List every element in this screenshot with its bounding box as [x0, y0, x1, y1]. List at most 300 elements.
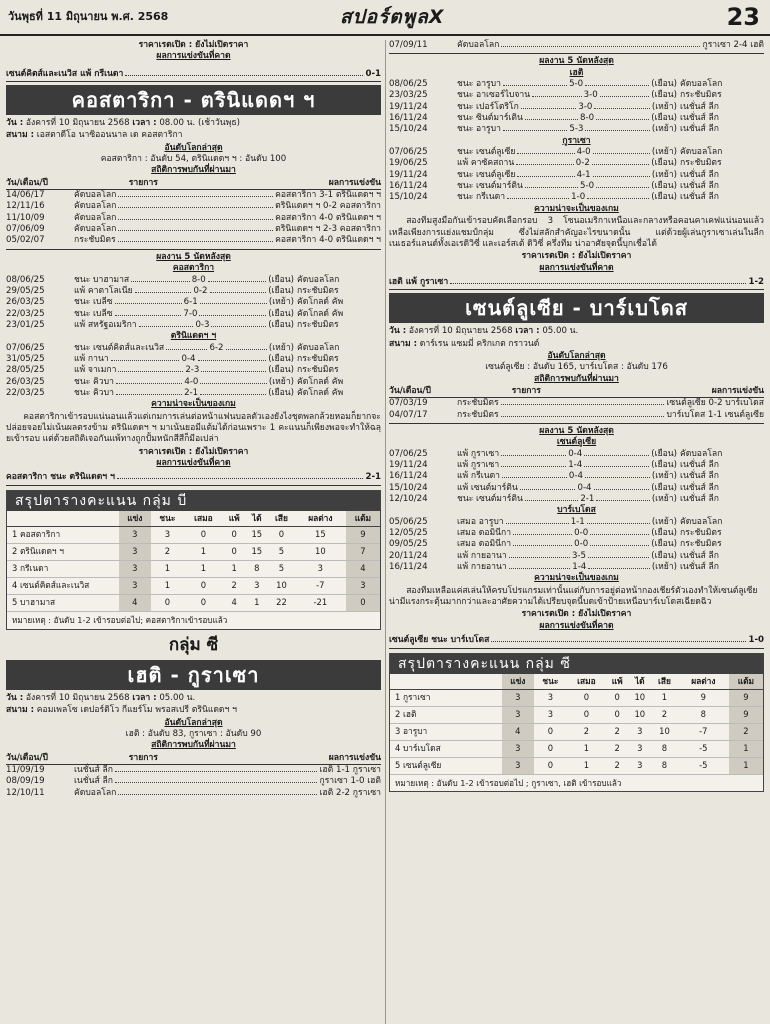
- leader-dots: [211, 326, 266, 327]
- standings-row: [390, 689, 763, 706]
- match-date: 15/10/24: [389, 482, 428, 493]
- standings-cell: 0: [534, 723, 567, 740]
- date-label: วัน :: [6, 118, 24, 129]
- standings-cell: 9: [346, 526, 380, 543]
- standings-cell: 2: [606, 740, 629, 757]
- match-date: 08/06/25: [6, 274, 45, 285]
- venue-type: (เหย้า): [651, 471, 678, 482]
- score: 7-0: [183, 308, 198, 319]
- h2h-row: [389, 40, 764, 51]
- result-row: [389, 170, 764, 181]
- standings-col-header: แข่ง: [119, 511, 151, 527]
- opponent-outcome: แพ้ คาตาโลเนีย: [74, 285, 133, 296]
- match-date: 05/02/07: [6, 235, 45, 246]
- team-heading: เซนต์ลูเซีย: [556, 437, 597, 448]
- opponent-outcome: แพ้ กูราเซา: [457, 460, 500, 470]
- standings-cell: 2: [567, 723, 606, 740]
- standings-cell: 15: [246, 526, 268, 543]
- match-date: 16/11/24: [389, 562, 428, 573]
- leader-dots: [131, 281, 190, 282]
- leader-dots: [118, 219, 273, 220]
- match-date: อังคารที่ 10 มิถุนายน 2568: [25, 693, 130, 704]
- standings-title: สรุปตารางคะแนน กลุ่ม ซี: [390, 654, 763, 674]
- last5-heading: ผลงาน 5 นัดหลังสุด: [539, 56, 614, 67]
- match-date: อังคารที่ 10 มิถุนายน 2568: [25, 118, 130, 129]
- venue-type: (เยือน): [651, 158, 678, 169]
- standings-cell: 10: [268, 577, 295, 594]
- result-row: [389, 494, 764, 505]
- standings-cell: 3: [629, 740, 651, 757]
- h2h-list: [389, 398, 764, 421]
- match-datetime: [389, 326, 764, 337]
- leader-dots: [450, 283, 746, 284]
- standings-cell: 1: [729, 757, 763, 774]
- venue-type: (เยือน): [268, 285, 295, 296]
- match-banner: เฮติ - กูราเซา: [6, 660, 381, 690]
- score: 0-0: [574, 539, 589, 550]
- match-date: 08/09/19: [6, 776, 45, 787]
- venue-label: สนาม :: [6, 705, 35, 716]
- h2h-row: [6, 788, 381, 799]
- result-row: [389, 562, 764, 573]
- standings-cell: 0: [567, 689, 606, 706]
- standings-note: หมายเหตุ : อันดับ 1-2 เข้ารอบต่อไป; คอสตาริกาเข้ารอบแล้ว: [12, 614, 228, 625]
- opponent-outcome: ชนะ คิวบา: [74, 387, 114, 398]
- prev-prediction-heading: ผลการแข่งขันที่คาด: [156, 51, 231, 62]
- opponent-outcome: เสมอ อารูบา: [457, 516, 504, 527]
- leader-dots: [593, 176, 650, 177]
- standings-header-row: [390, 674, 763, 690]
- match-date: 31/05/25: [6, 353, 45, 364]
- match-result: ตรินิแดดฯ ฯ 0-2 คอสตาริกา: [275, 201, 381, 212]
- venue-label: สนาม :: [389, 338, 418, 349]
- leader-dots: [517, 153, 574, 154]
- standings-cell: 1: [246, 594, 268, 611]
- standings-cell: 8: [651, 740, 678, 757]
- match-result: เฮติ 2-2 กูราเซา: [319, 787, 381, 798]
- leader-dots: [226, 349, 267, 350]
- leader-dots: [501, 455, 566, 456]
- match-date: 19/06/25: [389, 158, 428, 169]
- leader-dots: [521, 108, 576, 109]
- divider: [389, 53, 764, 54]
- match-date: 19/11/24: [389, 169, 428, 180]
- standings-cell: 3: [151, 526, 184, 543]
- match-date: 23/03/25: [389, 90, 428, 101]
- match-result: คอสตาริกา 4-0 ตรินิแดดฯ ฯ: [275, 212, 381, 223]
- prediction-text: คอสตาริกา ชนะ ตรินิแดดฯ ฯ: [6, 472, 115, 483]
- match-result: กูราเซา 1-0 เฮติ: [319, 776, 381, 787]
- match-date: 12/10/11: [6, 787, 45, 798]
- competition: เนชั่นส์ ลีก: [680, 550, 719, 561]
- standings-cell: 8: [651, 757, 678, 774]
- standings-cell: 3: [502, 740, 534, 757]
- divider: [6, 249, 381, 250]
- match-result: คอสตาริกา 3-1 ตรินิแดดฯ ฯ: [275, 190, 381, 201]
- standings-col-header: เสีย: [268, 511, 295, 527]
- leader-dots: [587, 523, 650, 524]
- competition: คัดบอลโลก: [74, 190, 117, 201]
- standings-cell: 3: [295, 560, 346, 577]
- standings-cell: 3: [502, 757, 534, 774]
- analysis-heading: ความน่าจะเป็นของเกม: [151, 399, 236, 410]
- leader-dots: [592, 164, 650, 165]
- score: 0-2: [575, 158, 590, 169]
- venue-type: (เยือน): [651, 192, 678, 203]
- competition: เนชั่นส์ ลีก: [680, 460, 719, 470]
- standings-cell: 3: [502, 689, 534, 706]
- team-name: 5 เซนต์ลูเซีย: [390, 757, 502, 774]
- leader-dots: [503, 85, 567, 86]
- h2h-row: [389, 410, 764, 421]
- match-result: คอสตาริกา 4-0 ตรินิแดดฯ ฯ: [275, 235, 381, 246]
- standings-cell: 0: [346, 594, 380, 611]
- opponent-outcome: ชนะ กรีเนดา: [457, 192, 506, 203]
- standings-cell: 2: [151, 543, 184, 560]
- score: 0-4: [568, 448, 583, 459]
- venue-type: (เหย้า): [651, 101, 678, 112]
- standings-cell: 1: [151, 560, 184, 577]
- standings-cell: -7: [678, 723, 729, 740]
- score: 3-5: [571, 550, 587, 561]
- standings-row: [7, 560, 380, 577]
- match-prediction: [6, 472, 381, 485]
- standings-cell: 9: [729, 706, 763, 723]
- last5-heading: ผลงาน 5 นัดหลังสุด: [156, 251, 231, 262]
- competition: คัดบอลโลก: [680, 448, 723, 459]
- competition: กระชับมิตร: [297, 319, 339, 330]
- standings-cell: 2: [606, 757, 629, 774]
- analysis-heading: ความน่าจะเป็นของเกม: [534, 573, 619, 584]
- h2h-row: [6, 235, 381, 246]
- standings-col-header: [7, 511, 119, 527]
- col-date: วัน/เดือน/ปี: [6, 177, 48, 188]
- venue-type: (เยือน): [651, 181, 678, 192]
- score: 8-0: [191, 274, 206, 285]
- competition: เนชั่นส์ ลีก: [680, 124, 719, 135]
- team-heading: เฮติ: [569, 67, 584, 78]
- score: 2-1: [580, 494, 595, 505]
- leader-dots: [118, 207, 273, 208]
- page-number: 23: [726, 3, 760, 31]
- match-venue: [389, 339, 764, 350]
- standings-table: [7, 511, 380, 612]
- competition: กระชับมิตร: [297, 285, 339, 296]
- standings-col-header: แต้ม: [729, 674, 763, 690]
- result-row: [6, 354, 381, 365]
- result-row: [389, 449, 764, 460]
- h2h-header: [6, 753, 381, 765]
- result-row: [389, 460, 764, 471]
- leader-dots: [588, 568, 650, 569]
- prediction-heading: ผลการแข่งขันที่คาด: [156, 458, 231, 468]
- standings-cell: 10: [629, 689, 651, 706]
- standings-cell: 0: [567, 706, 606, 723]
- col-competition: รายการ: [511, 385, 541, 396]
- standings-cell: 3: [502, 706, 534, 723]
- venue-type: (เหย้า): [651, 494, 677, 505]
- leader-dots: [117, 478, 364, 479]
- leader-dots: [501, 46, 700, 47]
- score: 0-2: [193, 285, 208, 296]
- result-row: [389, 551, 764, 562]
- opponent-outcome: แพ้ กรีเนดา: [457, 471, 500, 482]
- standings-cell: 0: [184, 594, 223, 611]
- result-row: [389, 158, 764, 169]
- competition: เนชั่นส์ ลีก: [680, 181, 719, 192]
- standings-cell: 1: [651, 689, 678, 706]
- standings-cell: 0: [184, 526, 223, 543]
- standings-cell: 4: [223, 594, 246, 611]
- standings-cell: 0: [184, 577, 223, 594]
- competition: คัดบอลโลก: [680, 79, 723, 90]
- standings-cell: 4: [119, 594, 151, 611]
- match-date: 28/05/25: [6, 365, 45, 376]
- standings-col-header: เสมอ: [567, 674, 606, 690]
- competition: เนชั่นส์ ลีก: [680, 101, 719, 112]
- team-name: 3 กรีเนดา: [7, 560, 119, 577]
- match-date: 23/01/25: [6, 319, 45, 330]
- standings-cell: 10: [629, 706, 651, 723]
- competition: คัดโกลด์ คัพ: [297, 376, 344, 387]
- leader-dots: [507, 198, 569, 199]
- match-datetime: [6, 118, 381, 129]
- score: 0-4: [568, 471, 583, 482]
- leader-dots: [135, 292, 192, 293]
- prediction-score: 1-2: [748, 276, 764, 287]
- competition: กระชับมิตร: [297, 353, 339, 364]
- standings-col-header: แพ้: [223, 511, 246, 527]
- standings-cell: 9: [678, 689, 729, 706]
- team-name: 2 ตรินิแดดฯ ฯ: [7, 543, 119, 560]
- standings-cell: 10: [651, 723, 678, 740]
- match-venue: [6, 705, 381, 716]
- competition: คัดโกลด์ คัพ: [297, 387, 344, 398]
- h2h-list: [6, 765, 381, 799]
- competition: คัดบอลโลก: [74, 224, 117, 235]
- venue-type: (เหย้า): [651, 169, 678, 180]
- standings-cell: 0: [606, 706, 629, 723]
- result-row: [389, 102, 764, 113]
- odds-text: ราคาเรตเปิด : ยังไม่เปิดราคา: [521, 251, 632, 262]
- team-name: 2 เฮติ: [390, 706, 502, 723]
- last5-heading: ผลงาน 5 นัดหลังสุด: [539, 425, 614, 436]
- result-row: [389, 192, 764, 203]
- leader-dots: [166, 349, 207, 350]
- venue-type: (เยือน): [268, 319, 295, 330]
- standings-row: [390, 706, 763, 723]
- match-date: 16/11/24: [389, 471, 428, 482]
- match-date: 07/09/11: [389, 40, 428, 50]
- match-date: 12/05/25: [389, 528, 428, 539]
- leader-dots: [115, 315, 182, 316]
- leader-dots: [116, 394, 182, 395]
- venue-type: (เยือน): [651, 448, 678, 459]
- prediction-heading: ผลการแข่งขันที่คาด: [539, 620, 614, 631]
- opponent-outcome: เสมอ ดอมินีกา: [457, 528, 512, 539]
- standings-cell: 1: [184, 543, 223, 560]
- venue-type: (เยือน): [268, 387, 294, 398]
- leader-dots: [200, 383, 266, 384]
- result-row: [389, 90, 764, 101]
- standings-cell: 3: [119, 543, 151, 560]
- standings-col-header: ได้: [629, 674, 651, 690]
- team2-results: [6, 343, 381, 400]
- leader-dots: [111, 360, 180, 361]
- venue-type: (เหย้า): [268, 376, 295, 387]
- standings-group-c: [389, 653, 764, 793]
- leader-dots: [584, 466, 649, 467]
- leader-dots: [116, 383, 182, 384]
- match-result: ตรินิแดดฯ ฯ 2-3 คอสตาริกา: [275, 224, 381, 235]
- match-result: เซนต์ลูเซีย 0-2 บาร์เบโดส: [666, 398, 764, 409]
- opponent-outcome: แพ้ สหรัฐอเมริกา: [74, 319, 137, 330]
- match-venue: [6, 130, 381, 141]
- score: 4-1: [576, 169, 591, 180]
- standings-cell: 1: [223, 560, 246, 577]
- odds-text: ราคาเรตเปิด : ยังไม่เปิดราคา: [521, 609, 632, 620]
- time-label: เวลา :: [132, 118, 157, 129]
- standings-header-row: [7, 511, 380, 527]
- match-banner: เซนต์ลูเซีย - บาร์เบโดส: [389, 293, 764, 323]
- competition: คัดบอลโลก: [680, 516, 723, 527]
- score: 0-0: [574, 528, 589, 539]
- issue-date: วันพุธที่ 11 มิถุนายน พ.ศ. 2568: [8, 10, 169, 23]
- h2h-row: [6, 224, 381, 235]
- leader-dots: [210, 292, 267, 293]
- opponent-outcome: ชนะ เซนต์คิตส์และเนวิส: [74, 342, 165, 353]
- venue-type: (เยือน): [651, 528, 678, 539]
- result-row: [389, 528, 764, 539]
- score: 1-4: [572, 562, 587, 573]
- score: 5-3: [569, 124, 584, 135]
- competition: กระชับมิตร: [457, 398, 499, 409]
- prediction-text: เซนต์คิตส์และเนวิส แพ้ กรีเนดา: [6, 68, 124, 79]
- opponent-outcome: ชนะ เซนต์มาร์ติน: [457, 181, 523, 192]
- result-row: [6, 275, 381, 286]
- competition: คัดบอลโลก: [74, 212, 117, 223]
- leader-dots: [585, 477, 650, 478]
- match-date: 19/11/24: [389, 101, 428, 112]
- leader-dots: [501, 416, 665, 417]
- standings-cell: -5: [678, 757, 729, 774]
- match-date: 08/06/25: [389, 79, 428, 90]
- leader-dots: [600, 96, 650, 97]
- standings-cell: 2: [729, 723, 763, 740]
- leader-dots: [115, 771, 318, 772]
- team-name: 1 กูราเซา: [390, 689, 502, 706]
- opponent-outcome: ชนะ อารูบา: [457, 79, 501, 90]
- ranking-text: เซนต์ลูเซีย : อันดับ 165, บาร์เบโดส : อันดับ 176: [485, 362, 668, 373]
- standings-cell: 8: [678, 706, 729, 723]
- competition: กระชับมิตร: [297, 365, 339, 376]
- match-date: 11/09/19: [6, 765, 45, 776]
- leader-dots: [585, 130, 649, 131]
- score: 2-3: [185, 365, 200, 376]
- standings-cell: 0: [534, 757, 567, 774]
- leader-dots: [118, 241, 274, 242]
- competition: คัดบอลโลก: [74, 201, 117, 212]
- standings-col-header: ชนะ: [151, 511, 184, 527]
- standings-cell: -7: [295, 577, 346, 594]
- result-row: [389, 539, 764, 550]
- standings-cell: 0: [223, 526, 246, 543]
- match-date: 07/03/19: [389, 398, 428, 409]
- standings-cell: 3: [534, 706, 567, 723]
- analysis-text: สองทีมเหลือแค่สเล่นให้ครบโปรแกรมเท่านั้นแต่กับการอยู่ต่อหน้ากองเชียร์ตัวเองทำให้เซนต์ลูเซียน่ามีแรงกระตุ้นมากกว่าและอาศัยความได้เปรียบจุดนี้บดเข้าป้ายเหนือบาร์เบโดสเฉียดฉิว: [389, 585, 758, 608]
- score: 4-0: [184, 376, 199, 387]
- leader-dots: [501, 466, 566, 467]
- standings-col-header: แข่ง: [502, 674, 534, 690]
- result-row: [6, 343, 381, 354]
- result-row: [6, 286, 381, 297]
- leader-dots: [139, 326, 194, 327]
- leader-dots: [584, 455, 649, 456]
- leader-dots: [590, 534, 649, 535]
- match-date: 12/11/16: [6, 201, 45, 212]
- standings-title: สรุปตารางคะแนน กลุ่ม บี: [7, 491, 380, 511]
- leader-dots: [520, 489, 576, 490]
- standings-cell: 3: [119, 526, 151, 543]
- analysis-text: คอสตาริกาเข้ารอบแน่นอนแล้วแต่เกมการเล่นต่อหน้าแฟนบอลตัวเองยังไงชุดพลกล้วยหอมก็ยากจะปล่อยจอยไม่เน้นผลตรงข้าม ตรินิแดดฯ ฯ มาเน้นยอมีแต้มได้ก่อนเพราะ 1 คะแนนก็เพียงพอจะทำให้ฉลุยเข้ารอบ แต่ด้วยสถิติเจอกันแพ้ทางถูกปั้มหนักสีสีก็มีอเปล่า: [6, 411, 381, 445]
- right-column: [389, 40, 764, 792]
- score: 8-0: [580, 113, 595, 124]
- prediction-heading: ผลการแข่งขันที่คาด: [539, 262, 614, 273]
- standings-col-header: แพ้: [606, 674, 629, 690]
- venue-type: (เยือน): [268, 353, 294, 364]
- col-result: ผลการแข่งขัน: [328, 177, 381, 188]
- match-date: 11/10/09: [6, 212, 45, 223]
- team2-results: [389, 517, 764, 574]
- leader-dots: [517, 176, 574, 177]
- venue-type: (เยือน): [651, 113, 678, 124]
- h2h-row: [6, 190, 381, 201]
- h2h-header: [389, 386, 764, 398]
- competition: คัดโกลด์ คัพ: [297, 308, 344, 319]
- competition: กระชับมิตร: [680, 539, 722, 550]
- ranking-heading: อันดับโลกล่าสุด: [164, 142, 223, 153]
- leader-dots: [525, 187, 578, 188]
- leader-dots: [587, 198, 649, 199]
- leader-dots: [525, 119, 578, 120]
- venue-type: (เยือน): [268, 365, 295, 376]
- standings-cell: 22: [268, 594, 295, 611]
- standings-cell: 3: [119, 577, 151, 594]
- competition: คัดบอลโลก: [297, 274, 340, 285]
- opponent-outcome: แพ้ เซนต์มาร์ติน: [457, 482, 518, 493]
- team2-results: [389, 147, 764, 204]
- standings-cell: 3: [119, 560, 151, 577]
- result-row: [389, 147, 764, 158]
- standings-cell: 5: [268, 543, 295, 560]
- score: 0-4: [577, 482, 592, 493]
- standings-row: [7, 577, 380, 594]
- score: 5-0: [569, 79, 584, 90]
- analysis-heading: ความน่าจะเป็นของเกม: [534, 203, 619, 214]
- team-name: 4 เซนต์คิตส์และเนวิส: [7, 577, 119, 594]
- prediction-score: 1-0: [748, 635, 764, 646]
- venue-name: ดาร์เรน แซมมี่ คริกเกต กราวนด์: [419, 338, 540, 349]
- result-row: [6, 297, 381, 308]
- match-date: 07/06/25: [389, 147, 428, 158]
- leader-dots: [596, 119, 649, 120]
- opponent-outcome: ชนะ เซนต์มาร์ติน: [457, 494, 523, 505]
- match-date: 22/03/25: [6, 387, 45, 398]
- h2h-list: [6, 190, 381, 247]
- col-competition: รายการ: [128, 177, 158, 188]
- match-date: 26/03/25: [6, 297, 45, 308]
- competition: กระชับมิตร: [457, 409, 499, 420]
